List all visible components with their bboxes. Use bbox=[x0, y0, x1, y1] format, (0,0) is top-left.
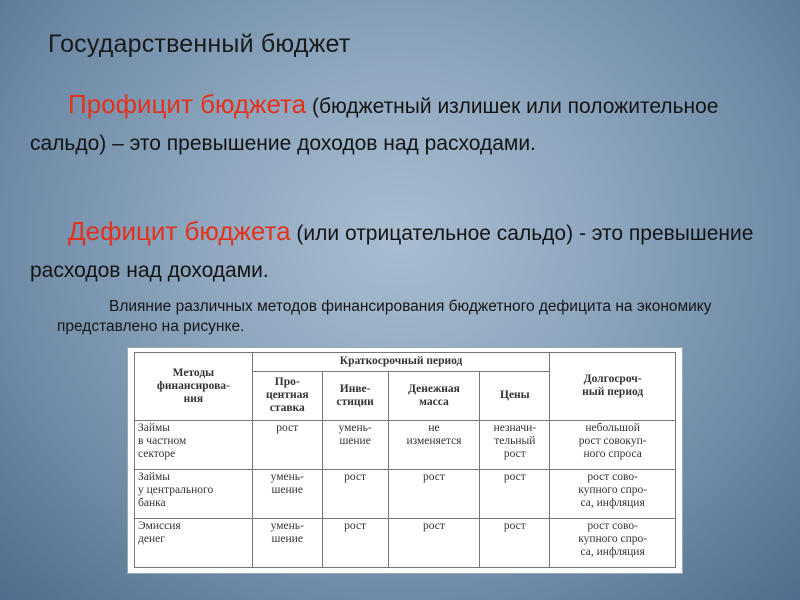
deficit-term: Дефицит бюджета bbox=[68, 216, 291, 246]
cell-money-supply: рост bbox=[388, 469, 480, 518]
cell-long-term: рост сово- купного спро- са, инфляция bbox=[550, 518, 676, 567]
surplus-term: Профицит бюджета bbox=[68, 89, 307, 119]
cell-method: Займы у центрального банка bbox=[135, 469, 253, 518]
header-money-supply: Денежная масса bbox=[388, 371, 480, 420]
cell-long-term: небольшой рост совокуп- ного спроса bbox=[550, 420, 676, 469]
header-rate: Про- центная ставка bbox=[252, 371, 322, 420]
cell-prices: рост bbox=[480, 518, 550, 567]
financing-table-figure bbox=[127, 347, 683, 574]
financing-methods-table bbox=[134, 352, 676, 568]
deficit-text: (или отрицательное сальдо) - это превышение расходов над доходами. bbox=[30, 222, 754, 282]
cell-prices: рост bbox=[480, 469, 550, 518]
header-investment: Инве- стиции bbox=[322, 371, 388, 420]
cell-investment: рост bbox=[322, 469, 388, 518]
surplus-text: (бюджетный излишек или положительное сальдо) – это превышение доходов над расходами. bbox=[30, 95, 719, 155]
cell-investment: умень- шение bbox=[322, 420, 388, 469]
header-short-term: Краткосрочный период bbox=[252, 353, 549, 372]
cell-method: Займы в частном секторе bbox=[135, 420, 253, 469]
figure-caption: Влияние различных методов финансирования бюджетного дефицита на экономику представлено на рисунке. bbox=[57, 298, 712, 335]
cell-investment: рост bbox=[322, 518, 388, 567]
surplus-definition bbox=[30, 86, 775, 162]
cell-money-supply: не изменяется bbox=[388, 420, 480, 469]
cell-method: Эмиссия денег bbox=[135, 518, 253, 567]
cell-long-term: рост сово- купного спро- са, инфляция bbox=[550, 469, 676, 518]
table-header-row bbox=[135, 353, 676, 372]
header-long-term: Долгосроч- ный период bbox=[550, 353, 676, 421]
table-row bbox=[135, 420, 676, 469]
deficit-definition bbox=[30, 213, 775, 289]
header-methods: Методы финансирова- ния bbox=[135, 353, 253, 421]
cell-money-supply: рост bbox=[388, 518, 480, 567]
header-prices: Цены bbox=[480, 371, 550, 420]
cell-rate: рост bbox=[252, 420, 322, 469]
cell-rate: умень- шение bbox=[252, 518, 322, 567]
cell-rate: умень- шение bbox=[252, 469, 322, 518]
table-row bbox=[135, 518, 676, 567]
cell-prices: незначи- тельный рост bbox=[480, 420, 550, 469]
table-row bbox=[135, 469, 676, 518]
slide-title: Государственный бюджет bbox=[48, 30, 351, 58]
